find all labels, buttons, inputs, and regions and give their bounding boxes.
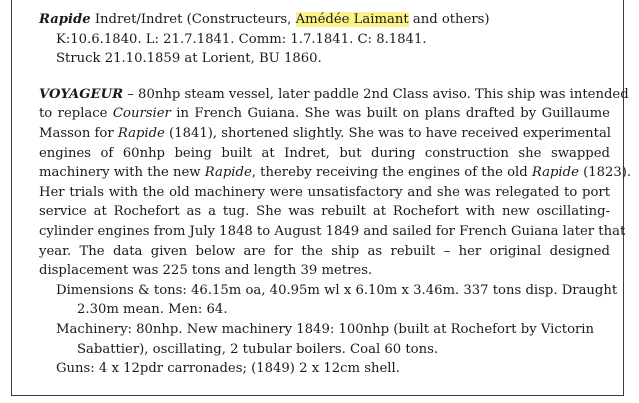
ship-ref-coursier: Coursier — [112, 106, 171, 122]
highlighted-builder-name: Amédée Laimant — [295, 12, 409, 27]
voyageur-line-3: Masson for Rapide (1841), shortened slightly. She was to have received experimental — [39, 125, 612, 141]
guns-line: Guns: 4 x 12pdr carronades; (1849) 2 x 12cm shell. — [56, 361, 400, 377]
machinery-line-2: Sabattier), oscillating, 2 tubular boilers. Coal 60 tons. — [77, 341, 439, 357]
rapide-builder-pre: Indret/Indret (Constructeurs, — [90, 12, 296, 27]
rapide-fate: Struck 21.10.1859 at Lorient, BU 1860. — [56, 51, 322, 67]
voyageur-line-7: service at Rochefort as a tug. She was rebuilt at Rochefort with new oscillating- — [39, 204, 610, 220]
voyageur-line-6: Her trials with the old machinery were unsatisfactory and she was relegated to port — [39, 184, 610, 200]
rapide-builder-post: and others) — [408, 12, 490, 27]
voyageur-line-1: VOYAGEUR – 80nhp steam vessel, later paddle 2nd Class aviso. This ship was intended — [39, 86, 629, 102]
document-body — [39, 10, 632, 379]
ship-name-rapide: Rapide — [39, 12, 91, 27]
ship-ref-rapide: Rapide — [117, 125, 165, 141]
voyageur-line-10: displacement was 225 tons and length 39 metres. — [39, 263, 373, 279]
machinery-line-1: Machinery: 80nhp. New machinery 1849: 100nhp (built at Rochefort by Victorin — [56, 321, 595, 337]
voyageur-line-4: engines of 60nhp being built at Indret, but during construction she swapped — [39, 145, 610, 161]
rapide-dates: K:10.6.1840. L: 21.7.1841. Comm: 1.7.1841. C: 8.1841. — [56, 31, 427, 47]
voyageur-line-5: machinery with the new Rapide, thereby receiving the engines of the old Rapide (1823). — [39, 165, 632, 181]
rapide-heading-line — [39, 10, 624, 30]
dimensions-line-1: Dimensions & tons: 46.15m oa, 40.95m wl x 6.10m x 3.46m. 337 tons disp. Draught — [56, 282, 618, 298]
voyageur-line-8: cylinder engines from July 1848 to August 1849 and sailed for French Guiana later that — [39, 223, 626, 239]
ship-ref-rapide-old: Rapide — [531, 165, 579, 181]
ship-name-voyageur: VOYAGEUR — [39, 86, 124, 102]
voyageur-line-9: year. The data given below are for the ship as rebuilt – her original designed — [39, 243, 610, 259]
ship-ref-rapide-new: Rapide — [204, 165, 252, 181]
voyageur-line-2: to replace Coursier in French Guiana. She was built on plans drafted by Guillaume — [39, 106, 610, 122]
dimensions-line-2: 2.30m mean. Men: 64. — [77, 302, 228, 318]
